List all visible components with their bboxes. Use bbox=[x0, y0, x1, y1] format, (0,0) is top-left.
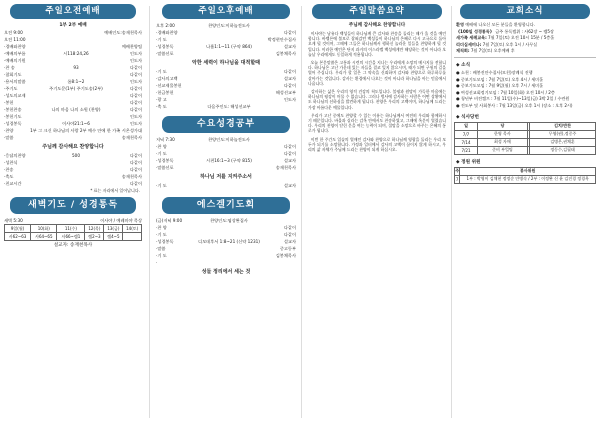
order-l: ·찬송 bbox=[4, 167, 14, 172]
dawn-subject: 이사야 / 예레미야 묵상 bbox=[100, 218, 142, 223]
order-m bbox=[192, 75, 266, 82]
wednesday-sermon-title: 하나님 저를 지켜주소서 bbox=[200, 174, 252, 180]
order-r bbox=[266, 217, 296, 224]
dawn-preacher: 설교자: 송재천목사 bbox=[53, 243, 93, 248]
news-list bbox=[456, 22, 594, 55]
order-r: 송재천목사 bbox=[275, 165, 296, 170]
table-header: 주 bbox=[455, 168, 460, 174]
order-r: 다같이 bbox=[129, 93, 142, 98]
table-cell: 최성 자매 bbox=[478, 138, 528, 146]
table-cell: 1부 : 박영이 김채현 정정순 안병숙 / 2부 : 이정완 신 윤 김진경 정경옥 bbox=[460, 175, 596, 183]
news-item-label: 제직회: bbox=[456, 48, 470, 54]
order-r: 인도자 bbox=[129, 51, 142, 56]
order-l: ·참회기도 bbox=[4, 72, 22, 77]
table-cell: 준비 부엌팀 bbox=[478, 146, 528, 154]
meal-table bbox=[454, 122, 596, 155]
order-m bbox=[192, 68, 266, 75]
order-m bbox=[192, 224, 266, 231]
order-m bbox=[192, 29, 266, 36]
order-l: ·예배의기원 bbox=[4, 58, 26, 63]
reading-cell: 렘2~3 bbox=[85, 233, 104, 241]
order-row bbox=[4, 99, 142, 106]
reading-cell: 사66~렘1 bbox=[57, 233, 85, 241]
order-l: ·기 도 bbox=[156, 37, 167, 42]
order-row bbox=[156, 50, 296, 57]
order-l: ·말씀 bbox=[156, 246, 166, 251]
wednesday-order bbox=[156, 136, 296, 171]
order-l: ·기 도 bbox=[156, 232, 167, 237]
order-m: 나훔1:1~11 (구약 864) bbox=[206, 44, 252, 49]
order-row bbox=[156, 43, 296, 50]
order-row bbox=[4, 134, 142, 141]
summary-body bbox=[306, 31, 448, 152]
order-l: ·경배와찬양 bbox=[156, 30, 178, 35]
summary-paragraph: 감사하는 삶은 우리의 영적 건강의 척도입니다. 불평과 원망이 가득한 마음에는 하나님의 평강이 머물 수 없습니다. 그러나 범사에 감사하는 사람은 어떤 상황에서도 하나님의 선하심을 발견하게 됩니다. 찬양은 우리의 고백이며, 하나님께 드리는 가장 아름다운 예물입니다. bbox=[308, 89, 446, 110]
order-m bbox=[40, 113, 112, 120]
order-r: 다같이 bbox=[283, 144, 296, 149]
order-m: 주기도문(1부) 주기도송(2부) bbox=[49, 86, 103, 91]
order-row bbox=[156, 143, 296, 150]
order-l: · bbox=[156, 260, 158, 265]
wednesday-order-2 bbox=[156, 182, 296, 189]
announcement-list bbox=[456, 70, 594, 110]
sermon-summary-header: 주일말씀요약 bbox=[312, 4, 442, 19]
order-l: ·성경봉독 bbox=[156, 158, 174, 163]
order-r: 인도자 bbox=[129, 58, 142, 63]
order-row bbox=[156, 231, 296, 238]
news-item-text: 7월 7일(토) 오후 1시 / 사무실 bbox=[481, 41, 538, 47]
dawn-prayer-header: 새벽기도 / 성경통독 bbox=[10, 197, 136, 214]
order-row bbox=[156, 96, 296, 103]
church-news-column bbox=[454, 4, 596, 420]
order-m: 1부 그 크신 하나님의 사랑 2부 예수 안에 한 가족 bbox=[30, 128, 121, 133]
order-r: 다같이 bbox=[283, 225, 296, 230]
order-m bbox=[192, 231, 266, 238]
order-m bbox=[40, 173, 112, 180]
order-m: 500 bbox=[72, 153, 80, 158]
order-m: 93 bbox=[73, 65, 79, 70]
order-l: ·헌금봉헌 bbox=[156, 90, 174, 95]
order-m bbox=[192, 89, 266, 96]
order-row bbox=[4, 173, 142, 180]
summary-paragraph: 이사야는 남유다 백성들이 하나님께 큰 감사와 찬송을 돌리는 때가 올 것을 예언합니다. 바벨론에 볼모로 잡혀갔던 백성들이 하나님의 은혜로 다시 고국으로 돌아오게 될 것이며, 그때에 그들은 하나님께서 행하신 놀라운 일들을 찬양하게 될 것입니다. 이러한 예언은 단지 과거의 이스라엘 백성에게만 해당하는 것이 아니라 오늘날 우리에게도 동일하게 적용됩니다. bbox=[308, 31, 446, 57]
order-list bbox=[4, 43, 142, 141]
reading-cell: 13(금) bbox=[104, 225, 123, 233]
news-item-label: 리더십세미나: bbox=[456, 41, 482, 47]
order-r: 설교자 bbox=[283, 239, 296, 244]
order-l: ·말씀선포 bbox=[156, 51, 174, 56]
order-r: 인도자 bbox=[129, 79, 142, 84]
order-row bbox=[156, 224, 296, 231]
order-l: ·봉헌기도 bbox=[4, 114, 22, 119]
afternoon-worship-column bbox=[156, 4, 296, 420]
table-cell: 7/21 bbox=[455, 146, 478, 154]
order-m: 시편16:1~3 (구약 815) bbox=[206, 158, 252, 163]
order-m bbox=[192, 252, 266, 259]
order-r: 김봉채목사 bbox=[275, 253, 296, 258]
order-r: 중고등부 bbox=[279, 246, 296, 251]
sermon-summary-column bbox=[306, 4, 448, 420]
table-cell: 7 bbox=[455, 176, 459, 182]
order-l: 저녁 7:30 bbox=[156, 137, 175, 142]
news-item-text: 7월 7일(토) 오전 10시 15분 / 5층홀 bbox=[486, 35, 555, 41]
table-row bbox=[455, 130, 596, 138]
order-l: ·광 고 bbox=[156, 97, 167, 102]
order-m bbox=[40, 57, 112, 64]
order-row bbox=[4, 113, 142, 120]
news-item bbox=[456, 22, 594, 29]
order-l: ·응답의찬양 bbox=[4, 153, 26, 158]
table-cell: 7/14 bbox=[455, 138, 478, 146]
order-m bbox=[40, 43, 112, 50]
time-row bbox=[4, 29, 142, 36]
order-l: ·기 도 bbox=[156, 69, 167, 74]
meal-section-title: ◆ 식사당번 bbox=[456, 114, 479, 120]
order-row bbox=[156, 259, 296, 266]
friday-order bbox=[156, 217, 296, 266]
order-l: ·성경봉독 bbox=[156, 44, 174, 49]
order-r bbox=[266, 136, 296, 143]
order-row bbox=[156, 245, 296, 252]
order-l: ·친교시간 bbox=[4, 181, 22, 186]
news-item-text: 예배에 나오신 모든 분들을 환영합니다. bbox=[463, 22, 536, 27]
order-r: 다같이 bbox=[283, 151, 296, 156]
order-m: 롬8:1~2 bbox=[67, 79, 85, 84]
order-m bbox=[40, 92, 112, 99]
order-row bbox=[4, 127, 142, 134]
order-row bbox=[4, 152, 142, 159]
order-m bbox=[40, 99, 112, 106]
order-row bbox=[4, 180, 142, 187]
announcement-item: ● 중보기도모임 : 7월 7일(토) 오후 4시 / 세미홀 bbox=[456, 76, 544, 82]
order-r: 설교자 bbox=[283, 183, 296, 188]
time2: 오전 11:00 bbox=[4, 37, 26, 42]
order-row bbox=[4, 85, 142, 92]
order-l: ·찬양 bbox=[4, 128, 14, 133]
order-m bbox=[40, 166, 112, 173]
standing-note: * 표는 자리에서 일어납니다. bbox=[90, 188, 140, 193]
table-row bbox=[455, 175, 596, 183]
order-r: 다같이 bbox=[129, 86, 142, 91]
order-l: ·경배와찬양 bbox=[4, 44, 26, 49]
order-row bbox=[156, 217, 296, 224]
order-l: ·축도 bbox=[4, 174, 14, 179]
order-m: 찬양인도:이하늘전도사 bbox=[208, 23, 250, 28]
order-l: ·찬 양 bbox=[156, 225, 167, 230]
morning-worship-header: 주일오전예배 bbox=[10, 4, 136, 19]
table-header: 봉사위원 bbox=[460, 167, 596, 175]
order-r: 다같이 bbox=[129, 167, 142, 172]
order-m bbox=[192, 150, 266, 157]
order-l: 오후 2:00 bbox=[156, 23, 175, 28]
staff-section-title: ◆ 정원 위원 bbox=[456, 159, 481, 165]
order-r: 다같이 bbox=[283, 83, 296, 88]
order-m bbox=[192, 143, 266, 150]
news-item bbox=[456, 48, 594, 55]
order-row bbox=[156, 82, 296, 89]
table-cell: 7/7 bbox=[455, 130, 478, 138]
order-l: ·봉헌찬송 bbox=[4, 107, 22, 112]
sermon-title: 주님께 감사해요 찬양합니다 bbox=[42, 144, 104, 150]
order-r: 설교자 bbox=[283, 44, 296, 49]
order-m bbox=[40, 134, 112, 141]
order-r: 인도자 bbox=[129, 121, 142, 126]
order-r: 송재천목사 bbox=[121, 174, 142, 179]
order-l: ·축 도 bbox=[156, 104, 167, 109]
news-item-text: 금주 통독범위 : 사62장 ~ 렘5장 bbox=[493, 28, 554, 34]
afternoon-worship-header: 주일오후예배 bbox=[162, 4, 290, 19]
order-l: ·선교제물봉헌 bbox=[156, 83, 182, 88]
order-r: 다같이 bbox=[129, 181, 142, 186]
order-m bbox=[192, 259, 266, 266]
news-section-title: ◆ 소식 bbox=[456, 62, 471, 68]
table-header: 김치/반찬 bbox=[530, 122, 596, 130]
order-l: ·기 도 bbox=[156, 183, 167, 188]
reading-cell: 9일(월) bbox=[5, 225, 31, 233]
summary-paragraph: 오늘 본문말씀은 고통과 시련의 시간을 지나는 우리에게 소망의 메시지를 전합니다. 하나님은 고난 가운데 있는 자들을 결코 잊지 않으시며, 때가 되면 구원의 길을 열어 주십니다. 우리가 할 일은 그 약속을 신뢰하며 감사와 찬양으로 하루하루를 살아가는 것입니다. 감사는 환경에서 나오는 것이 아니라 하나님을 아는 믿음에서 나옵니다. bbox=[308, 60, 446, 86]
order-l: ·주기도 bbox=[4, 86, 18, 91]
order-row bbox=[4, 120, 142, 127]
order-m: 시118:24,26 bbox=[63, 51, 89, 56]
order-m bbox=[192, 96, 266, 103]
reading-cell: 사64~65 bbox=[31, 233, 57, 241]
order-m bbox=[192, 245, 266, 252]
table-row bbox=[455, 146, 596, 154]
ezekiel-prayer-header: 에스겔기도회 bbox=[162, 197, 290, 214]
order-m: 디모데후서 1:8~21 (신약 1231) bbox=[198, 239, 260, 244]
order-m bbox=[40, 159, 112, 166]
order-m: 이사야21:1~6 bbox=[62, 121, 90, 126]
dawn-time: 새벽 5:30 bbox=[4, 218, 23, 223]
order-l: ·찬 양 bbox=[156, 144, 167, 149]
order-m bbox=[192, 36, 266, 43]
announcement-item: ● 여성선교회정기모임 : 7월 10일(화) 오전 10시 / 2층 bbox=[456, 89, 555, 95]
order-m: 찬양인도:염상완집사 bbox=[210, 218, 248, 223]
reading-table bbox=[4, 224, 142, 241]
wednesday-bible-study-header: 수요성경공부 bbox=[162, 116, 290, 133]
news-item-label: 《100일 성경통독》 bbox=[456, 28, 494, 34]
order-r: 인도자 bbox=[129, 114, 142, 119]
order-row bbox=[156, 238, 296, 245]
news-item-text: 7월 7일(토) 오후예배 후 bbox=[469, 48, 515, 54]
table-cell: 정동수,김필태 bbox=[530, 146, 596, 154]
staff-table bbox=[454, 167, 596, 184]
order-l: ·성찬식 bbox=[4, 160, 18, 165]
news-item-label: 새가족 세례교육: bbox=[456, 35, 487, 41]
order-l: ·성경봉독 bbox=[4, 121, 22, 126]
order-r: 시온성가대 bbox=[121, 128, 142, 133]
order-r bbox=[266, 103, 296, 110]
order-r: 다같이 bbox=[283, 30, 296, 35]
reading-cell: 렘4~5 bbox=[104, 233, 123, 241]
order-l: ·기 도 bbox=[156, 253, 167, 258]
order-row bbox=[156, 68, 296, 75]
order-l: ·용서의말씀 bbox=[4, 79, 26, 84]
order-m bbox=[192, 164, 266, 171]
reading-cell bbox=[123, 233, 142, 241]
order-row bbox=[156, 103, 296, 110]
table-header: 일 bbox=[455, 122, 478, 130]
order-row bbox=[156, 29, 296, 36]
order-row bbox=[4, 50, 142, 57]
order-r: 해성선교부 bbox=[275, 90, 296, 95]
reading-cell: 12(목) bbox=[85, 225, 104, 233]
friday-sermon-title: 성들 정리에서 세는 것 bbox=[201, 269, 251, 275]
order-m bbox=[40, 180, 112, 187]
order-m: 다음주인도: 해성선교부 bbox=[207, 104, 251, 109]
order-r bbox=[266, 259, 296, 266]
order-r: 송재천목사 bbox=[121, 135, 142, 140]
afternoon-order-2 bbox=[156, 68, 296, 110]
reading-cell: 11(수) bbox=[57, 225, 85, 233]
order-row bbox=[156, 136, 296, 143]
table-cell: 무영(권),정중주 bbox=[530, 130, 596, 138]
order-row bbox=[4, 166, 142, 173]
order-row bbox=[156, 22, 296, 29]
announcement-item: ● 청년부 비전캠프 : 7월 11일(수)~13일(금) 3박 2일 / 수련원 bbox=[456, 96, 570, 102]
order-r: 설교자 bbox=[283, 158, 296, 163]
order-r: 다같이 bbox=[129, 72, 142, 77]
summary-paragraph: 이번 한 주간도 입술의 열매인 감사와 찬양으로 하나님께 영광을 돌리는 우리 모두가 되기를 소망합니다. 가정과 일터에서 감사의 고백이 끊이지 않게 하시고, 우리의 삶 자체가 주님께 드리는 찬양이 되게 하십시오. bbox=[308, 136, 446, 153]
order-r: 김봉채목사 bbox=[275, 51, 296, 56]
order-row bbox=[156, 164, 296, 171]
news-item bbox=[456, 35, 594, 42]
order-row bbox=[4, 106, 142, 113]
order-row bbox=[4, 78, 142, 85]
announcement-item: ● 중보기도모임 : 7월 9일(월) 오후 7시 / 세미홀 bbox=[456, 83, 544, 89]
news-item-label: 환영 bbox=[456, 22, 464, 27]
table-cell: 한영 목사 bbox=[478, 130, 528, 138]
announcement-item: ● 소천 : 배봉진안수집사(모친)장례식 진행 bbox=[456, 69, 533, 75]
afternoon-order bbox=[156, 22, 296, 57]
order-m bbox=[192, 50, 266, 57]
order-list-2 bbox=[4, 152, 142, 187]
order-l: ·기 도 bbox=[156, 151, 167, 156]
order-row bbox=[156, 89, 296, 96]
order-row bbox=[156, 150, 296, 157]
order-row bbox=[4, 43, 142, 50]
order-l: ·성경봉독 bbox=[156, 239, 174, 244]
order-l: ·말씀선포 bbox=[156, 165, 174, 170]
order-row bbox=[156, 182, 296, 189]
summary-title: 주님께 감사해요 찬양합니다 bbox=[348, 23, 406, 28]
order-r: 인도자 bbox=[283, 97, 296, 102]
order-l: ·봉헌 bbox=[4, 100, 14, 105]
order-m bbox=[40, 71, 112, 78]
morning-worship-column bbox=[4, 4, 142, 420]
order-row bbox=[156, 75, 296, 82]
reading-cell: 14(토) bbox=[123, 225, 142, 233]
morning-worship-subtitle: 1부 2부 예배 bbox=[59, 23, 87, 28]
order-row bbox=[4, 57, 142, 64]
order-m: 나의 마음 나의 소원 (찬양) bbox=[51, 107, 101, 112]
leader: 예배인도:송재천목사 bbox=[104, 30, 142, 35]
order-r: 박정현안수집사 bbox=[267, 37, 296, 42]
dawn-row bbox=[4, 217, 142, 224]
table-row bbox=[455, 138, 596, 146]
order-r: 설교자 bbox=[283, 76, 296, 81]
order-row bbox=[4, 159, 142, 166]
order-row bbox=[156, 157, 296, 164]
order-row bbox=[156, 36, 296, 43]
order-m: 찬양인도:이하늘전도사 bbox=[208, 137, 250, 142]
order-r: 다같이 bbox=[129, 153, 142, 158]
time-row-2 bbox=[4, 36, 142, 43]
order-l: ·말씀 bbox=[4, 135, 14, 140]
time1: 오전 9:00 bbox=[4, 30, 23, 35]
order-r: 다같이 bbox=[283, 232, 296, 237]
reading-cell: 10(화) bbox=[31, 225, 57, 233]
order-r: 다같이 bbox=[129, 65, 142, 70]
order-row bbox=[4, 64, 142, 71]
reading-cell: 사62~63 bbox=[5, 233, 31, 241]
order-r: 다같이 bbox=[129, 100, 142, 105]
order-r: 다같이 bbox=[129, 107, 142, 112]
table-cell: 김병은,권채훈 bbox=[530, 138, 596, 146]
order-l: ·성도의교제 bbox=[4, 93, 26, 98]
afternoon-sermon-title: 악한 세력이 하나님을 대적할때 bbox=[191, 60, 260, 66]
order-r: 다같이 bbox=[129, 160, 142, 165]
order-l: (금)저녁 9:00 bbox=[156, 218, 183, 223]
order-m bbox=[192, 182, 266, 189]
announcement-item: ● 전도부 및 사회봉사 : 7월 13일(금) 오후 1시 (장소 : 오후 2시) bbox=[456, 102, 573, 108]
order-m bbox=[192, 82, 266, 89]
order-l: ·예배의부름 bbox=[4, 51, 26, 56]
table-header: 당 bbox=[478, 122, 528, 130]
order-row bbox=[156, 252, 296, 259]
order-l: ·찬 송 bbox=[4, 65, 15, 70]
order-r bbox=[266, 22, 296, 29]
church-news-header: 교회소식 bbox=[460, 4, 590, 19]
summary-paragraph: 우리가 고난 중에도 찬양할 수 있는 이유는 하나님께서 여전히 우리와 함께하시기 때문입니다. 바울과 실라는 감옥 안에서도 찬송하였고, 그때에 옥문이 열렸습니다. 우리의 찬양이 닫힌 문을 여는 능력이 되며, 절망을 소망으로 바꾸는 은혜의 통로가 됩니다. bbox=[308, 112, 446, 134]
order-l: ·감사의고백 bbox=[156, 76, 178, 81]
order-r: 예배찬양팀 bbox=[121, 44, 142, 49]
order-row bbox=[4, 71, 142, 78]
order-r: 다같이 bbox=[283, 69, 296, 74]
order-row bbox=[4, 92, 142, 99]
